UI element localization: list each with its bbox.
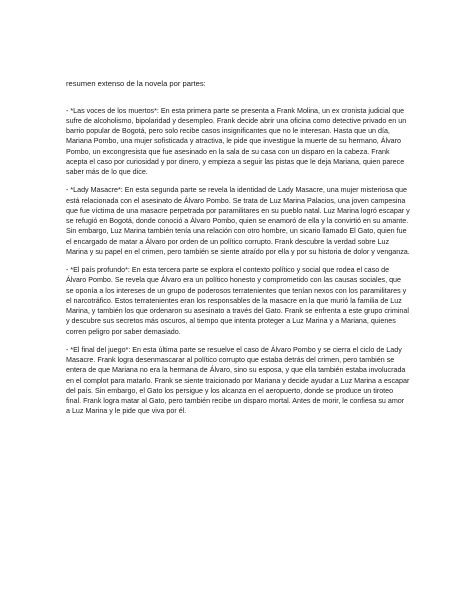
document-body	[66, 79, 410, 425]
section-voces-de-los-muertos: - *Las voces de los muertos*: En esta primera parte se presenta a Frank Molina, un ex cronista judicial que sufre de alcoholismo, bipolaridad y desempleo. Frank decide abrir una oficina como detective privado en un barrio popular de Bogotá, pero solo recibe casos insignificantes que no le interesan. Hasta que un día, Mariana Pombo, una mujer sofisticada y atractiva, le pide que investigue la muerte de su hermano, Álvaro Pombo, un excongresista que fue asesinado en la sala de su casa con un disparo en la cabeza. Frank acepta el caso por curiosidad y por dinero, y empieza a seguir las pistas que le deja Mariana, quien parece saber más de lo que dice.	[66, 106, 407, 177]
section-lady-masacre: - *Lady Masacre*: En esta segunda parte se revela la identidad de Lady Masacre, una mujer misteriosa que está relacionada con el asesinato de Álvaro Pombo. Se trata de Luz Marina Palacios, una joven campesina que fue víctima de una masacre perpetrada por paramilitares en su pueblo natal. Luz Marina logró escapar y se refugió en Bogotá, donde conoció a Álvaro Pombo, quien se enamoró de ella y la convirtió en su amante. Sin embargo, Luz Marina también tenía una relación con otro hombre, un sicario llamado El Gato, quien fue el encargado de matar a Álvaro por orden de un político corrupto. Frank descubre la verdad sobre Luz Marina y su papel en el crimen, pero también se siente atraído por ella y por su historia de dolor y venganza.	[66, 186, 410, 256]
intro-line: resumen extenso de la novela por partes:	[66, 79, 206, 88]
section-final-del-juego: - *El final del juego*: En esta última parte se resuelve el caso de Álvaro Pombo y se cierra el ciclo de Lady Masacre. Frank logra desenmascarar al político corrupto que estaba detrás del crimen, pero también se entera de que Mariana no era la hermana de Álvaro, sino su esposa, y que ella también estaba involucrada en el complot para matarlo. Frank se siente traicionado por Mariana y decide ayudar a Luz Marina a escapar del país. Sin embargo, el Gato los persigue y los alcanza en el aeropuerto, donde se produce un tiroteo final. Frank logra matar al Gato, pero también recibe un disparo mortal. Antes de morir, le confiesa su amor a Luz Marina y le pide que viva por él.	[66, 345, 410, 416]
section-pais-profundo: - *El país profundo*: En esta tercera parte se explora el contexto político y social que rodea el caso de Álvaro Pombo. Se revela que Álvaro era un político honesto y comprometido con las causas sociales, que se oponía a los intereses de un grupo de poderosos terratenientes que tenían nexos con los paramilitares y el narcotráfico. Estos terratenientes eran los responsables de la masacre en la que murió la familia de Luz Marina, y también los que ordenaron su asesinato a través del Gato. Frank se enfrenta a este grupo criminal y descubre sus secretos más oscuros, al tiempo que intenta proteger a Luz Marina y a Mariana, quienes corren peligro por saber demasiado.	[66, 266, 409, 336]
